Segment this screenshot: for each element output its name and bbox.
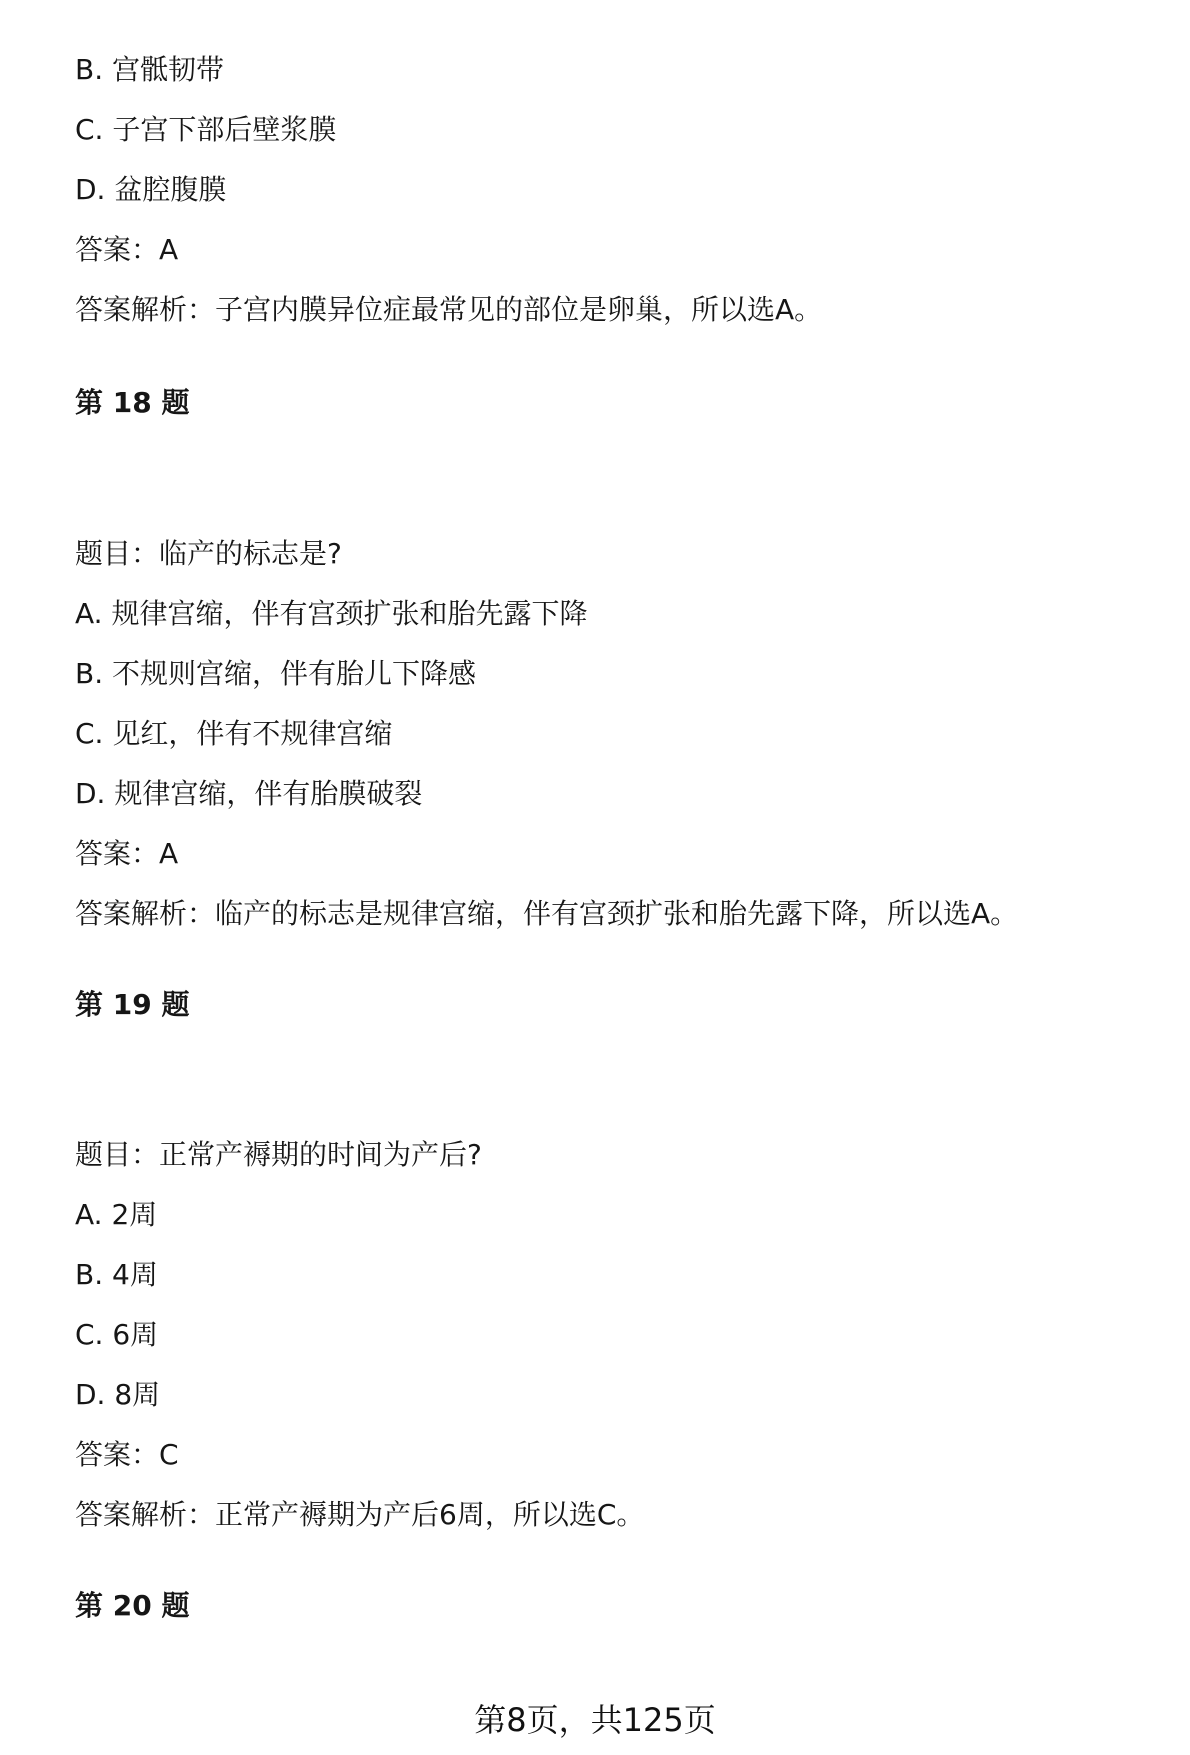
- page-indicator: 第8页，共125页: [474, 1701, 716, 1739]
- q19-heading: 第 19 题: [75, 988, 190, 1021]
- q19-option-d: D. 8周: [75, 1378, 161, 1411]
- q17-option-b: B. 宫骶韧带: [75, 53, 225, 86]
- q18-option-a: A. 规律宫缩，伴有宫颈扩张和胎先露下降: [75, 597, 588, 630]
- q18-option-c: C. 见红，伴有不规律宫缩: [75, 717, 393, 750]
- q18-explanation: 答案解析：临产的标志是规律宫缩，伴有宫颈扩张和胎先露下降，所以选A。: [75, 897, 1019, 930]
- q19-question: 题目：正常产褥期的时间为产后?: [75, 1138, 482, 1171]
- q18-question: 题目：临产的标志是?: [75, 537, 342, 570]
- q17-answer: 答案：A: [75, 233, 179, 266]
- q17-option-c: C. 子宫下部后壁浆膜: [75, 113, 337, 146]
- q17-option-d: D. 盆腔腹膜: [75, 173, 227, 206]
- q18-option-b: B. 不规则宫缩，伴有胎儿下降感: [75, 657, 477, 690]
- q19-explanation: 答案解析：正常产褥期为产后6周，所以选C。: [75, 1498, 645, 1531]
- q19-option-c: C. 6周: [75, 1318, 159, 1351]
- q18-option-d: D. 规律宫缩，伴有胎膜破裂: [75, 777, 423, 810]
- q19-option-a: A. 2周: [75, 1198, 158, 1231]
- q18-answer: 答案：A: [75, 837, 179, 870]
- q20-heading: 第 20 题: [75, 1589, 190, 1622]
- q18-heading: 第 18 题: [75, 386, 190, 419]
- q17-explanation: 答案解析：子宫内膜异位症最常见的部位是卵巢，所以选A。: [75, 293, 823, 326]
- q19-answer: 答案：C: [75, 1438, 179, 1471]
- q19-option-b: B. 4周: [75, 1258, 158, 1291]
